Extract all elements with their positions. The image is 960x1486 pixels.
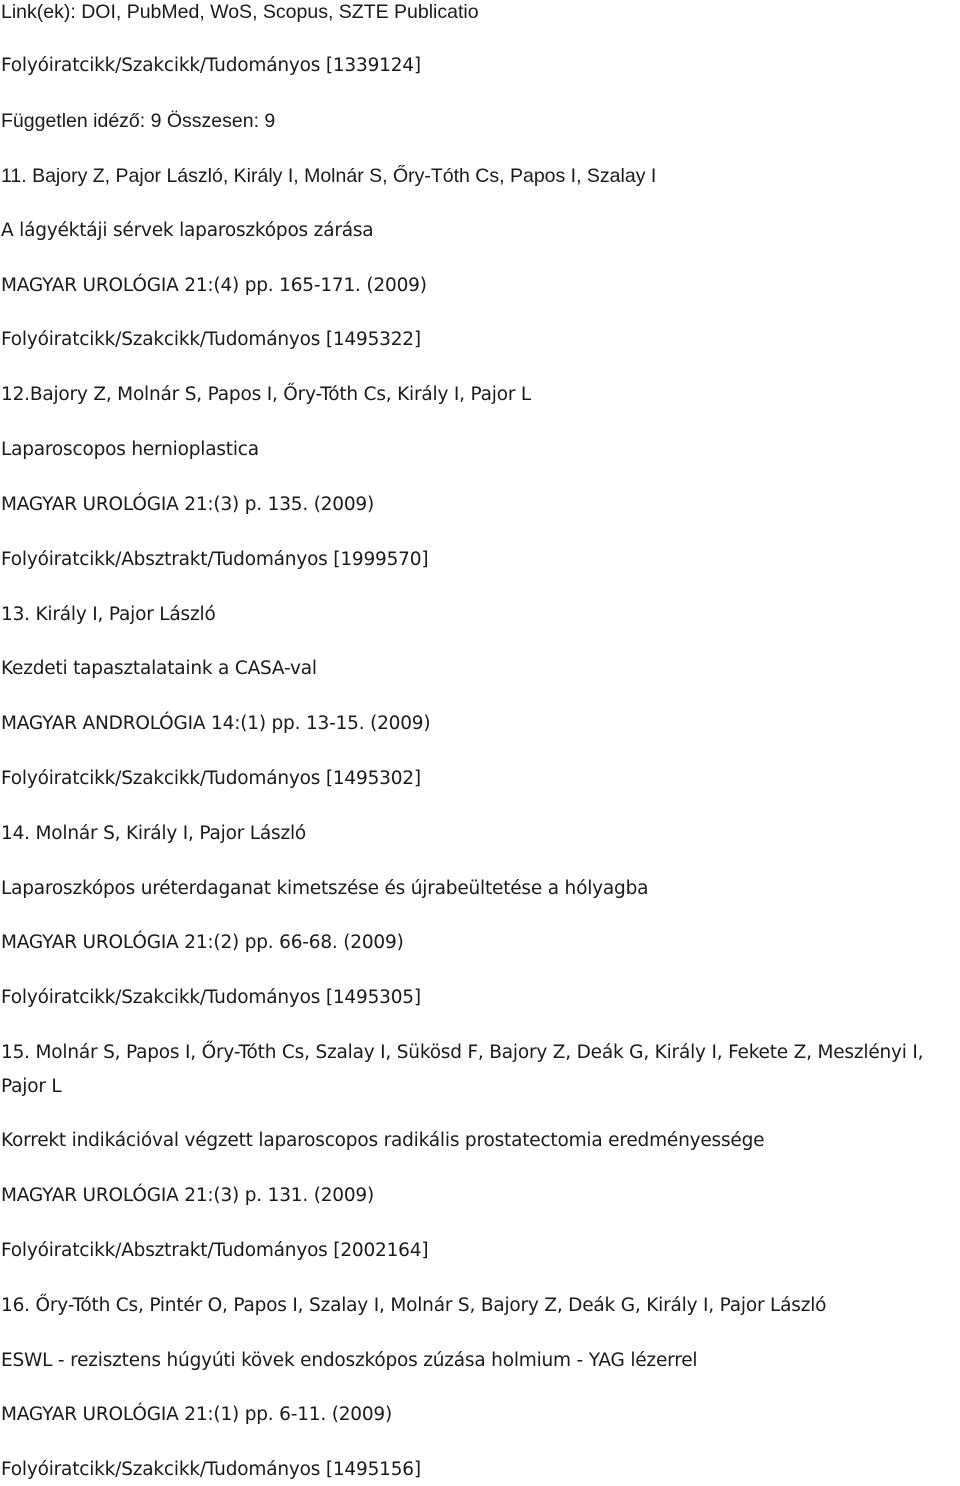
entry-13-type: Folyóiratcikk/Szakcikk/Tudományos [1495302] <box>1 768 421 789</box>
entry-12-authors: 12.Bajory Z, Molnár S, Papos I, Őry-Tóth Cs, Király I, Pajor L <box>1 384 532 405</box>
entry-16-type: Folyóiratcikk/Szakcikk/Tudományos [1495156] <box>1 1459 421 1480</box>
entry-15-journal: MAGYAR UROLÓGIA 21:(3) p. 131. (2009) <box>1 1185 375 1206</box>
entry-15-title: Korrekt indikációval végzett laparoscopos radikális prostatectomia eredményessége <box>1 1130 765 1151</box>
entry-15-authors: 15. Molnár S, Papos I, Őry-Tóth Cs, Szalay I, Sükösd F, Bajory Z, Deák G, Király I, Fekete Z, Meszlényi I, Pajor L <box>1 1042 924 1097</box>
entry-12-journal: MAGYAR UROLÓGIA 21:(3) p. 135. (2009) <box>1 494 375 515</box>
entry-13-authors: 13. Király I, Pajor László <box>1 604 216 625</box>
entry-16-journal: MAGYAR UROLÓGIA 21:(1) pp. 6-11. (2009) <box>1 1404 393 1425</box>
entry-11-authors: 11. Bajory Z, Pajor László, Király I, Molnár S, Őry-Tóth Cs, Papos I, Szalay I <box>1 165 657 187</box>
entry-14-journal: MAGYAR UROLÓGIA 21:(2) pp. 66-68. (2009) <box>1 932 404 953</box>
entry-11-type: Folyóiratcikk/Szakcikk/Tudományos [1495322] <box>1 329 421 350</box>
entry-13-journal: MAGYAR ANDROLÓGIA 14:(1) pp. 13-15. (2009) <box>1 713 431 734</box>
entry-14-type: Folyóiratcikk/Szakcikk/Tudományos [1495305] <box>1 987 421 1008</box>
entry-13-title: Kezdeti tapasztalataink a CASA-val <box>1 658 317 679</box>
entry-14-authors: 14. Molnár S, Király I, Pajor László <box>1 823 307 844</box>
publication-type-line: Folyóiratcikk/Szakcikk/Tudományos [1339124] <box>1 55 421 76</box>
citation-count-line: Független idéző: 9 Összesen: 9 <box>1 110 276 132</box>
entry-16-authors: 16. Őry-Tóth Cs, Pintér O, Papos I, Szalay I, Molnár S, Bajory Z, Deák G, Király I, Pajor László <box>1 1295 827 1316</box>
entry-16-title: ESWL - rezisztens húgyúti kövek endoszkópos zúzása holmium - YAG lézerrel <box>1 1350 698 1371</box>
entry-12-title: Laparoscopos hernioplastica <box>1 439 259 460</box>
entry-11-title: A lágyéktáji sérvek laparoszkópos zárása <box>1 220 374 241</box>
entry-12-type: Folyóiratcikk/Absztrakt/Tudományos [1999570] <box>1 549 429 570</box>
entry-15-type: Folyóiratcikk/Absztrakt/Tudományos [2002164] <box>1 1240 429 1261</box>
entry-11-journal: MAGYAR UROLÓGIA 21:(4) pp. 165-171. (2009) <box>1 275 427 296</box>
entry-14-title: Laparoszkópos uréterdaganat kimetszése és újrabeültetése a hólyagba <box>1 878 649 899</box>
links-line: Link(ek): DOI, PubMed, WoS, Scopus, SZTE Publicatio <box>1 1 479 23</box>
